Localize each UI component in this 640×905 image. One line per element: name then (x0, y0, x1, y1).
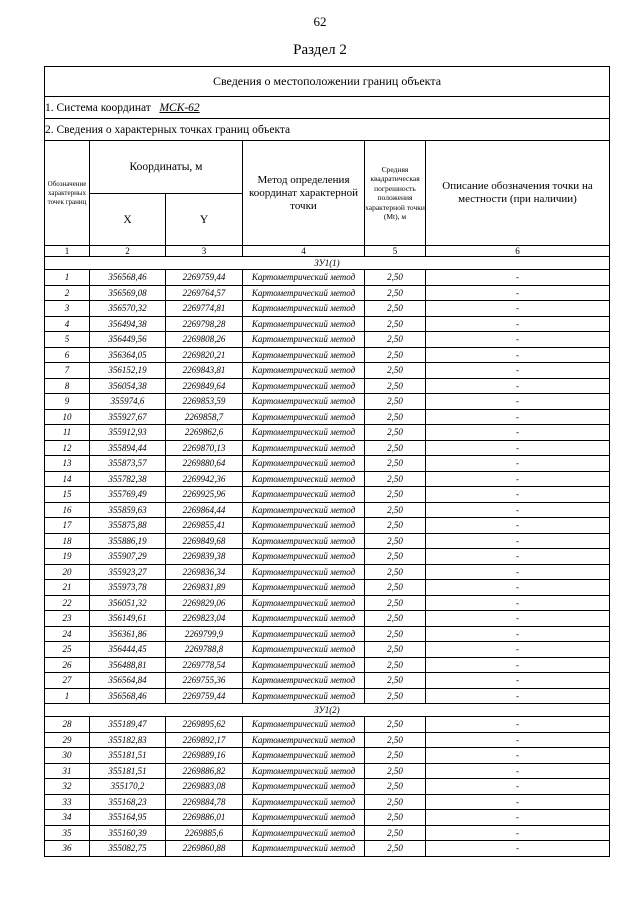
x-coordinate: 356054,38 (90, 378, 166, 394)
header-point-label: Обозначение характерных точек границ (45, 141, 90, 246)
y-coordinate: 2269823,04 (166, 611, 243, 627)
point-number: 27 (45, 673, 90, 689)
point-number: 11 (45, 425, 90, 441)
method: Картометрический метод (243, 841, 365, 857)
method: Картометрический метод (243, 810, 365, 826)
group-name: ЗУ1(1) (45, 257, 610, 270)
method: Картометрический метод (243, 595, 365, 611)
method: Картометрический метод (243, 642, 365, 658)
accuracy: 2,50 (365, 748, 426, 764)
accuracy: 2,50 (365, 810, 426, 826)
y-coordinate: 2269839,38 (166, 549, 243, 565)
description: - (426, 347, 610, 363)
table-row (45, 732, 610, 748)
table-row (45, 611, 610, 627)
point-number: 5 (45, 332, 90, 348)
y-coordinate: 2269764,57 (166, 285, 243, 301)
method: Картометрический метод (243, 378, 365, 394)
y-coordinate: 2269885,6 (166, 825, 243, 841)
method: Картометрический метод (243, 580, 365, 596)
accuracy: 2,50 (365, 363, 426, 379)
method: Картометрический метод (243, 487, 365, 503)
table-row (45, 748, 610, 764)
x-coordinate: 355189,47 (90, 717, 166, 733)
table-row (45, 347, 610, 363)
method: Картометрический метод (243, 688, 365, 704)
y-coordinate: 2269892,17 (166, 732, 243, 748)
accuracy: 2,50 (365, 409, 426, 425)
y-coordinate: 2269849,68 (166, 533, 243, 549)
description: - (426, 810, 610, 826)
x-coordinate: 356444,45 (90, 642, 166, 658)
table-row (45, 363, 610, 379)
page-number: 62 (313, 14, 327, 29)
description: - (426, 363, 610, 379)
y-coordinate: 2269853,59 (166, 394, 243, 410)
y-coordinate: 2269886,82 (166, 763, 243, 779)
table-row (45, 456, 610, 472)
point-number: 33 (45, 794, 90, 810)
x-coordinate: 355164,95 (90, 810, 166, 826)
accuracy: 2,50 (365, 825, 426, 841)
method: Картометрический метод (243, 657, 365, 673)
point-number: 26 (45, 657, 90, 673)
description: - (426, 717, 610, 733)
point-number: 24 (45, 626, 90, 642)
description: - (426, 794, 610, 810)
point-number: 31 (45, 763, 90, 779)
x-coordinate: 355181,51 (90, 748, 166, 764)
method: Картометрический метод (243, 425, 365, 441)
y-coordinate: 2269799,9 (166, 626, 243, 642)
coord-system-value: МСК-62 (159, 101, 200, 114)
table-row (45, 673, 610, 689)
x-coordinate: 355875,88 (90, 518, 166, 534)
x-coordinate: 355886,19 (90, 533, 166, 549)
description: - (426, 841, 610, 857)
point-number: 3 (45, 301, 90, 317)
x-coordinate: 355782,38 (90, 471, 166, 487)
y-coordinate: 2269829,06 (166, 595, 243, 611)
header-accuracy: Средняя квадратическая погрешность положения характерной точки (Мt), м (365, 141, 426, 246)
x-coordinate: 355907,29 (90, 549, 166, 565)
header-y: Y (166, 194, 243, 246)
y-coordinate: 2269942,36 (166, 471, 243, 487)
table-row (45, 626, 610, 642)
y-coordinate: 2269759,44 (166, 688, 243, 704)
x-coordinate: 356152,19 (90, 363, 166, 379)
point-number: 21 (45, 580, 90, 596)
description: - (426, 673, 610, 689)
method: Картометрический метод (243, 794, 365, 810)
accuracy: 2,50 (365, 794, 426, 810)
x-coordinate: 355170,2 (90, 779, 166, 795)
y-coordinate: 2269860,88 (166, 841, 243, 857)
method: Картометрический метод (243, 502, 365, 518)
table-row (45, 409, 610, 425)
point-number: 30 (45, 748, 90, 764)
accuracy: 2,50 (365, 394, 426, 410)
column-number: 4 (243, 246, 365, 257)
y-coordinate: 2269831,89 (166, 580, 243, 596)
point-number: 20 (45, 564, 90, 580)
y-coordinate: 2269798,28 (166, 316, 243, 332)
description: - (426, 440, 610, 456)
table-row (45, 688, 610, 704)
accuracy: 2,50 (365, 425, 426, 441)
description: - (426, 270, 610, 286)
accuracy: 2,50 (365, 440, 426, 456)
description: - (426, 626, 610, 642)
table-title: Сведения о местоположении границ объекта (45, 67, 610, 97)
point-number: 15 (45, 487, 90, 503)
description: - (426, 502, 610, 518)
method: Картометрический метод (243, 626, 365, 642)
method: Картометрический метод (243, 611, 365, 627)
y-coordinate: 2269880,64 (166, 456, 243, 472)
method: Картометрический метод (243, 763, 365, 779)
accuracy: 2,50 (365, 841, 426, 857)
accuracy: 2,50 (365, 471, 426, 487)
points-heading: 2. Сведения о характерных точках границ объекта (45, 119, 610, 141)
accuracy: 2,50 (365, 487, 426, 503)
x-coordinate: 355181,51 (90, 763, 166, 779)
x-coordinate: 356568,46 (90, 270, 166, 286)
table-row (45, 657, 610, 673)
point-number: 32 (45, 779, 90, 795)
method: Картометрический метод (243, 748, 365, 764)
method: Картометрический метод (243, 440, 365, 456)
x-coordinate: 355160,39 (90, 825, 166, 841)
table-row (45, 425, 610, 441)
accuracy: 2,50 (365, 688, 426, 704)
description: - (426, 732, 610, 748)
point-number: 34 (45, 810, 90, 826)
table-row (45, 487, 610, 503)
table-row (45, 810, 610, 826)
accuracy: 2,50 (365, 779, 426, 795)
x-coordinate: 355859,63 (90, 502, 166, 518)
table-row (45, 518, 610, 534)
description: - (426, 487, 610, 503)
accuracy: 2,50 (365, 642, 426, 658)
description: - (426, 332, 610, 348)
point-number: 19 (45, 549, 90, 565)
accuracy: 2,50 (365, 456, 426, 472)
accuracy: 2,50 (365, 564, 426, 580)
x-coordinate: 356364,05 (90, 347, 166, 363)
section-title: Раздел 2 (293, 42, 347, 58)
point-number: 4 (45, 316, 90, 332)
method: Картометрический метод (243, 394, 365, 410)
accuracy: 2,50 (365, 347, 426, 363)
description: - (426, 595, 610, 611)
point-number: 14 (45, 471, 90, 487)
description: - (426, 425, 610, 441)
accuracy: 2,50 (365, 301, 426, 317)
table-row (45, 841, 610, 857)
description: - (426, 394, 610, 410)
header-coordinates: Координаты, м (90, 141, 243, 194)
group-separator-row (45, 704, 610, 717)
description: - (426, 763, 610, 779)
method: Картометрический метод (243, 316, 365, 332)
x-coordinate: 355082,75 (90, 841, 166, 857)
accuracy: 2,50 (365, 285, 426, 301)
point-number: 22 (45, 595, 90, 611)
description: - (426, 456, 610, 472)
table-row (45, 564, 610, 580)
table-row (45, 332, 610, 348)
table-row (45, 301, 610, 317)
boundary-points-table (44, 66, 610, 857)
description: - (426, 657, 610, 673)
point-number: 16 (45, 502, 90, 518)
table-row (45, 595, 610, 611)
method: Картометрический метод (243, 347, 365, 363)
x-coordinate: 355974,6 (90, 394, 166, 410)
column-number: 1 (45, 246, 90, 257)
table-row (45, 580, 610, 596)
x-coordinate: 356051,32 (90, 595, 166, 611)
header-method: Метод определения координат характерной точки (243, 141, 365, 246)
point-number: 1 (45, 688, 90, 704)
x-coordinate: 355873,57 (90, 456, 166, 472)
y-coordinate: 2269864,44 (166, 502, 243, 518)
point-number: 9 (45, 394, 90, 410)
y-coordinate: 2269755,36 (166, 673, 243, 689)
y-coordinate: 2269883,08 (166, 779, 243, 795)
point-number: 1 (45, 270, 90, 286)
table-row (45, 763, 610, 779)
y-coordinate: 2269759,44 (166, 270, 243, 286)
x-coordinate: 356494,38 (90, 316, 166, 332)
point-number: 23 (45, 611, 90, 627)
group-separator-row (45, 257, 610, 270)
accuracy: 2,50 (365, 533, 426, 549)
column-number: 6 (426, 246, 610, 257)
accuracy: 2,50 (365, 316, 426, 332)
description: - (426, 748, 610, 764)
accuracy: 2,50 (365, 763, 426, 779)
y-coordinate: 2269884,78 (166, 794, 243, 810)
method: Картометрический метод (243, 471, 365, 487)
description: - (426, 409, 610, 425)
description: - (426, 301, 610, 317)
x-coordinate: 356569,08 (90, 285, 166, 301)
x-coordinate: 356361,86 (90, 626, 166, 642)
accuracy: 2,50 (365, 626, 426, 642)
description: - (426, 285, 610, 301)
group-name: ЗУ1(2) (45, 704, 610, 717)
column-numbers-row (45, 246, 610, 257)
method: Картометрический метод (243, 285, 365, 301)
table-row (45, 285, 610, 301)
accuracy: 2,50 (365, 580, 426, 596)
description: - (426, 642, 610, 658)
table-row (45, 270, 610, 286)
method: Картометрический метод (243, 518, 365, 534)
point-number: 7 (45, 363, 90, 379)
accuracy: 2,50 (365, 332, 426, 348)
table-row (45, 502, 610, 518)
point-number: 25 (45, 642, 90, 658)
point-number: 10 (45, 409, 90, 425)
coord-system-row (45, 97, 610, 119)
point-number: 17 (45, 518, 90, 534)
table-row (45, 717, 610, 733)
coord-system-label: 1. Система координат (45, 101, 151, 114)
method: Картометрический метод (243, 332, 365, 348)
y-coordinate: 2269870,13 (166, 440, 243, 456)
y-coordinate: 2269858,7 (166, 409, 243, 425)
y-coordinate: 2269778,54 (166, 657, 243, 673)
table-row (45, 471, 610, 487)
point-number: 2 (45, 285, 90, 301)
x-coordinate: 355769,49 (90, 487, 166, 503)
accuracy: 2,50 (365, 611, 426, 627)
y-coordinate: 2269889,16 (166, 748, 243, 764)
method: Картометрический метод (243, 363, 365, 379)
description: - (426, 471, 610, 487)
method: Картометрический метод (243, 533, 365, 549)
description: - (426, 564, 610, 580)
accuracy: 2,50 (365, 378, 426, 394)
x-coordinate: 355894,44 (90, 440, 166, 456)
column-number: 2 (90, 246, 166, 257)
point-number: 36 (45, 841, 90, 857)
y-coordinate: 2269855,41 (166, 518, 243, 534)
method: Картометрический метод (243, 456, 365, 472)
description: - (426, 688, 610, 704)
y-coordinate: 2269774,81 (166, 301, 243, 317)
y-coordinate: 2269895,62 (166, 717, 243, 733)
table-row (45, 642, 610, 658)
table-row (45, 794, 610, 810)
y-coordinate: 2269862,6 (166, 425, 243, 441)
method: Картометрический метод (243, 270, 365, 286)
point-number: 8 (45, 378, 90, 394)
table-row (45, 549, 610, 565)
description: - (426, 533, 610, 549)
description: - (426, 518, 610, 534)
x-coordinate: 356149,61 (90, 611, 166, 627)
method: Картометрический метод (243, 825, 365, 841)
x-coordinate: 355168,23 (90, 794, 166, 810)
x-coordinate: 356568,46 (90, 688, 166, 704)
description: - (426, 611, 610, 627)
description: - (426, 316, 610, 332)
x-coordinate: 355973,78 (90, 580, 166, 596)
header-x: X (90, 194, 166, 246)
accuracy: 2,50 (365, 595, 426, 611)
point-number: 12 (45, 440, 90, 456)
column-number: 3 (166, 246, 243, 257)
description: - (426, 580, 610, 596)
method: Картометрический метод (243, 779, 365, 795)
y-coordinate: 2269788,8 (166, 642, 243, 658)
x-coordinate: 356570,32 (90, 301, 166, 317)
table-row (45, 316, 610, 332)
accuracy: 2,50 (365, 502, 426, 518)
y-coordinate: 2269808,26 (166, 332, 243, 348)
x-coordinate: 356449,56 (90, 332, 166, 348)
table-row (45, 825, 610, 841)
accuracy: 2,50 (365, 549, 426, 565)
x-coordinate: 356488,81 (90, 657, 166, 673)
accuracy: 2,50 (365, 732, 426, 748)
point-number: 29 (45, 732, 90, 748)
x-coordinate: 355182,83 (90, 732, 166, 748)
column-number: 5 (365, 246, 426, 257)
method: Картометрический метод (243, 301, 365, 317)
accuracy: 2,50 (365, 657, 426, 673)
method: Картометрический метод (243, 564, 365, 580)
method: Картометрический метод (243, 409, 365, 425)
x-coordinate: 355923,27 (90, 564, 166, 580)
table-row (45, 378, 610, 394)
point-number: 6 (45, 347, 90, 363)
header-description: Описание обозначения точки на местности (при наличии) (426, 141, 610, 246)
description: - (426, 825, 610, 841)
y-coordinate: 2269925,96 (166, 487, 243, 503)
description: - (426, 779, 610, 795)
method: Картометрический метод (243, 549, 365, 565)
point-number: 18 (45, 533, 90, 549)
accuracy: 2,50 (365, 717, 426, 733)
description: - (426, 549, 610, 565)
x-coordinate: 355927,67 (90, 409, 166, 425)
accuracy: 2,50 (365, 673, 426, 689)
y-coordinate: 2269836,34 (166, 564, 243, 580)
method: Картометрический метод (243, 732, 365, 748)
x-coordinate: 356564,84 (90, 673, 166, 689)
method: Картометрический метод (243, 717, 365, 733)
point-number: 28 (45, 717, 90, 733)
accuracy: 2,50 (365, 518, 426, 534)
table-row (45, 779, 610, 795)
method: Картометрический метод (243, 673, 365, 689)
accuracy: 2,50 (365, 270, 426, 286)
x-coordinate: 355912,93 (90, 425, 166, 441)
table-row (45, 533, 610, 549)
point-number: 13 (45, 456, 90, 472)
table-row (45, 394, 610, 410)
table-row (45, 440, 610, 456)
y-coordinate: 2269843,81 (166, 363, 243, 379)
y-coordinate: 2269849,64 (166, 378, 243, 394)
y-coordinate: 2269886,01 (166, 810, 243, 826)
y-coordinate: 2269820,21 (166, 347, 243, 363)
description: - (426, 378, 610, 394)
point-number: 35 (45, 825, 90, 841)
